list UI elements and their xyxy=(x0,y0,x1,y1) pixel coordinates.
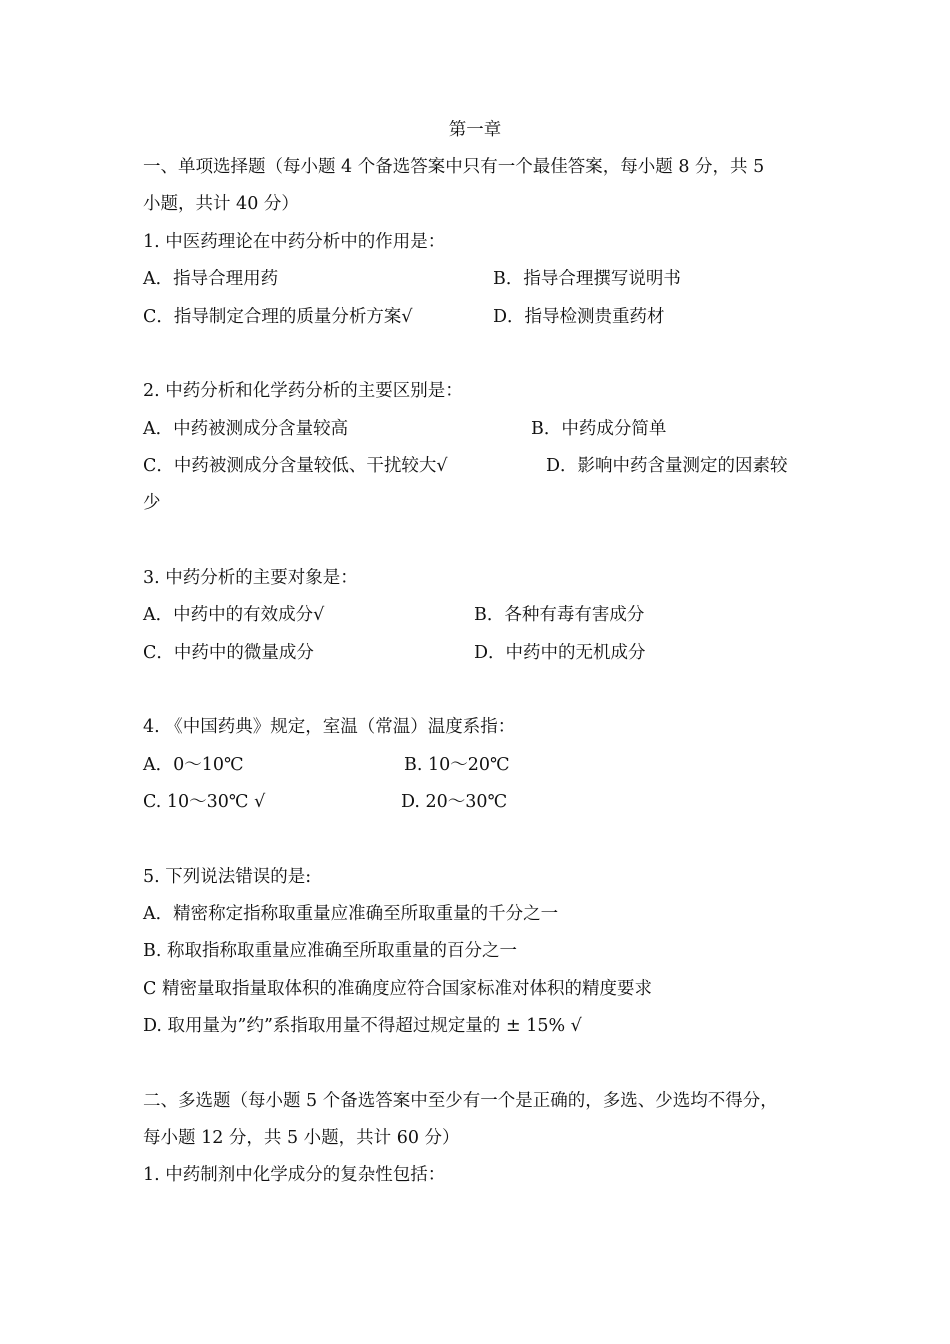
question-3-option-b: B．各种有毒有害成分 xyxy=(474,605,645,625)
question-2-option-d-continued: 少 xyxy=(143,493,161,513)
question-2-option-b: B．中药成分简单 xyxy=(531,419,667,439)
question-5-option-a: A．精密称定指称取重量应准确至所取重量的千分之一 xyxy=(143,904,559,924)
question-2-option-a: A．中药被测成分含量较高 xyxy=(143,419,349,439)
question-4-option-a: A．0～10℃ xyxy=(143,755,244,775)
question-3-option-d: D．中药中的无机成分 xyxy=(474,643,646,663)
question-3-option-a: A．中药中的有效成分√ xyxy=(143,605,325,625)
section1-heading-line1: 一、单项选择题（每小题 4 个备选答案中只有一个最佳答案，每小题 8 分，共 5 xyxy=(143,157,765,177)
question-5-option-b: B. 称取指称取重量应准确至所取重量的百分之一 xyxy=(143,941,517,961)
question-4-option-c: C. 10～30℃ √ xyxy=(143,792,266,812)
question-1-option-d: D．指导检测贵重药材 xyxy=(493,307,665,327)
section2-heading-line2: 每小题 12 分，共 5 小题，共计 60 分） xyxy=(143,1128,460,1148)
question-4-option-d: D. 20～30℃ xyxy=(401,792,508,812)
question-4-option-b: B. 10～20℃ xyxy=(404,755,510,775)
question-2-option-d: D．影响中药含量测定的因素较 xyxy=(546,456,788,476)
question-2-stem: 2. 中药分析和化学药分析的主要区别是： xyxy=(143,381,463,401)
question-1-option-a: A．指导合理用药 xyxy=(143,269,279,289)
section1-heading-line2: 小题，共计 40 分） xyxy=(143,194,299,214)
section2-heading-line1: 二、多选题（每小题 5 个备选答案中至少有一个是正确的，多选、少选均不得分， xyxy=(143,1091,778,1111)
question-2-option-c: C．中药被测成分含量较低、干扰较大√ xyxy=(143,456,448,476)
question-5-stem: 5. 下列说法错误的是: xyxy=(143,867,312,887)
chapter-title: 第一章 xyxy=(448,120,502,140)
question-1-stem: 1. 中医药理论在中药分析中的作用是： xyxy=(143,232,446,252)
question-1-option-b: B．指导合理撰写说明书 xyxy=(493,269,681,289)
question-3-option-c: C．中药中的微量成分 xyxy=(143,643,314,663)
question-3-stem: 3. 中药分析的主要对象是： xyxy=(143,568,358,588)
question-1-option-c: C．指导制定合理的质量分析方案√ xyxy=(143,307,413,327)
question-5-option-d: D. 取用量为”约”系指取用量不得超过规定量的 ± 15% √ xyxy=(143,1016,582,1036)
question-5-option-c: C 精密量取指量取体积的准确度应符合国家标准对体积的精度要求 xyxy=(143,979,652,999)
question-4-stem: 4. 《中国药典》规定，室温（常温）温度系指： xyxy=(143,717,516,737)
multi-question-1-stem: 1. 中药制剂中化学成分的复杂性包括： xyxy=(143,1165,446,1185)
